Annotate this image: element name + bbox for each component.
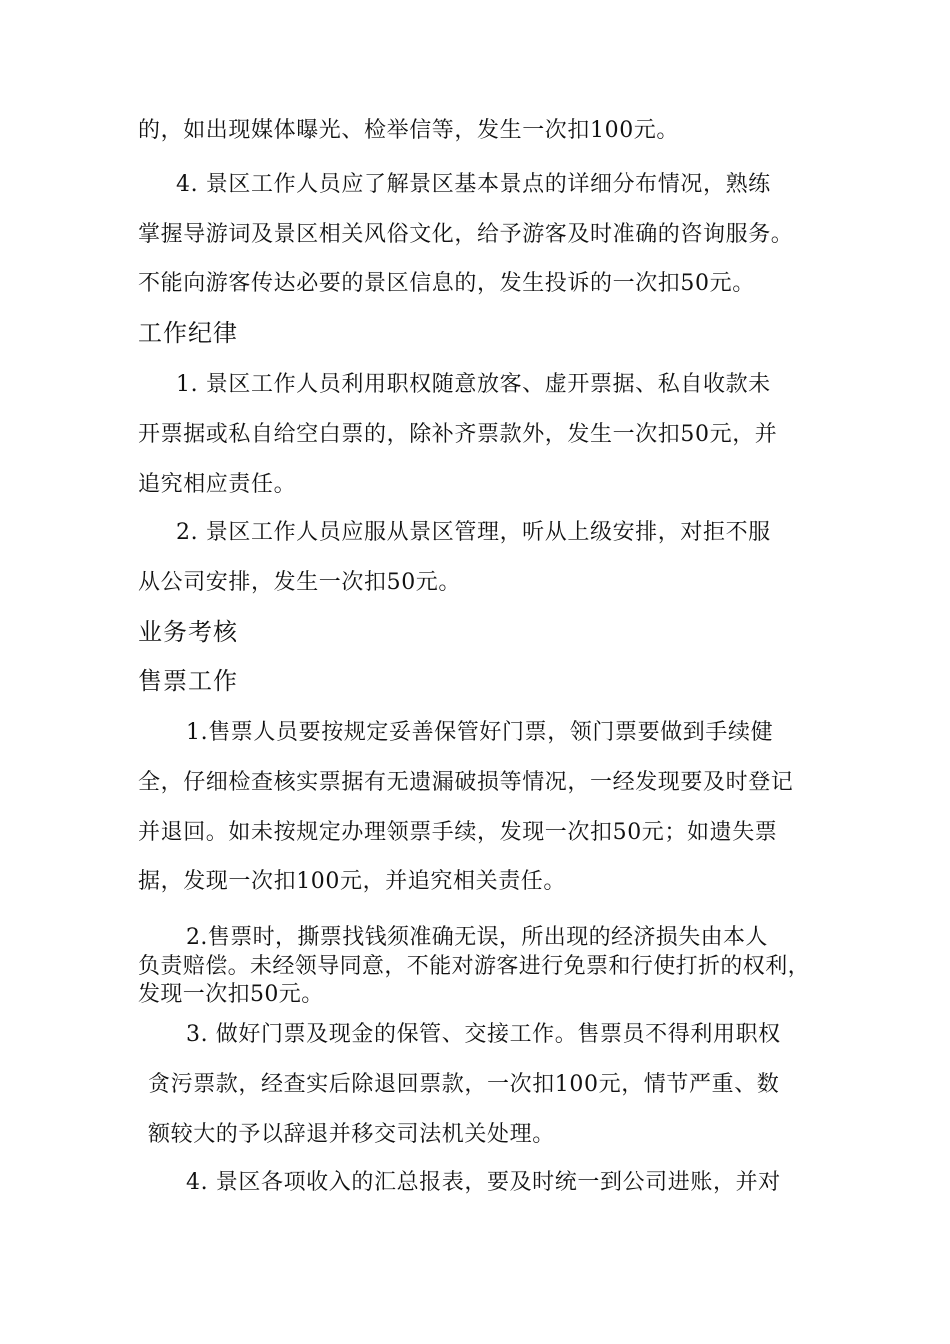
paragraph-line: 2.售票时，撕票找钱须准确无误，所出现的经济损失由本人 [186, 925, 768, 950]
paragraph-line: 3. 做好门票及现金的保管、交接工作。售票员不得利用职权 [186, 1022, 781, 1047]
subsection-heading: 售票工作 [138, 667, 238, 695]
paragraph-line: 1.售票人员要按规定妥善保管好门票，领门票要做到手续健 [186, 720, 774, 745]
paragraph-line: 追究相应责任。 [138, 472, 297, 497]
paragraph-line: 不能向游客传达必要的景区信息的，发生投诉的一次扣50元。 [138, 271, 755, 296]
paragraph-line: 贪污票款，经查实后除退回票款，一次扣100元，情节严重、数 [148, 1072, 780, 1097]
section-heading: 工作纪律 [138, 319, 238, 347]
paragraph-line: 全，仔细检查核实票据有无遗漏破损等情况，一经发现要及时登记 [138, 770, 794, 795]
paragraph-line: 掌握导游词及景区相关风俗文化，给予游客及时准确的咨询服务。 [138, 222, 794, 247]
paragraph-line: 发现一次扣50元。 [138, 982, 324, 1007]
paragraph-line: 4. 景区各项收入的汇总报表，要及时统一到公司进账，并对 [186, 1170, 781, 1195]
paragraph-line: 2. 景区工作人员应服从景区管理，听从上级安排，对拒不服 [176, 520, 771, 545]
paragraph-line: 的，如出现媒体曝光、检举信等，发生一次扣100元。 [138, 118, 679, 143]
paragraph-line: 负责赔偿。未经领导同意，不能对游客进行免票和行使打折的权利， [138, 954, 811, 979]
paragraph-line: 从公司安排，发生一次扣50元。 [138, 570, 461, 595]
paragraph-line: 并退回。如未按规定办理领票手续，发现一次扣50元；如遗失票 [138, 820, 778, 845]
paragraph-line: 4. 景区工作人员应了解景区基本景点的详细分布情况，熟练 [176, 172, 771, 197]
paragraph-line: 开票据或私自给空白票的，除补齐票款外，发生一次扣50元，并 [138, 422, 778, 447]
paragraph-line: 1. 景区工作人员利用职权随意放客、虚开票据、私自收款未 [176, 372, 771, 397]
paragraph-line: 额较大的予以辞退并移交司法机关处理。 [148, 1122, 555, 1147]
paragraph-line: 据，发现一次扣100元，并追究相关责任。 [138, 869, 566, 894]
section-heading: 业务考核 [138, 618, 238, 646]
